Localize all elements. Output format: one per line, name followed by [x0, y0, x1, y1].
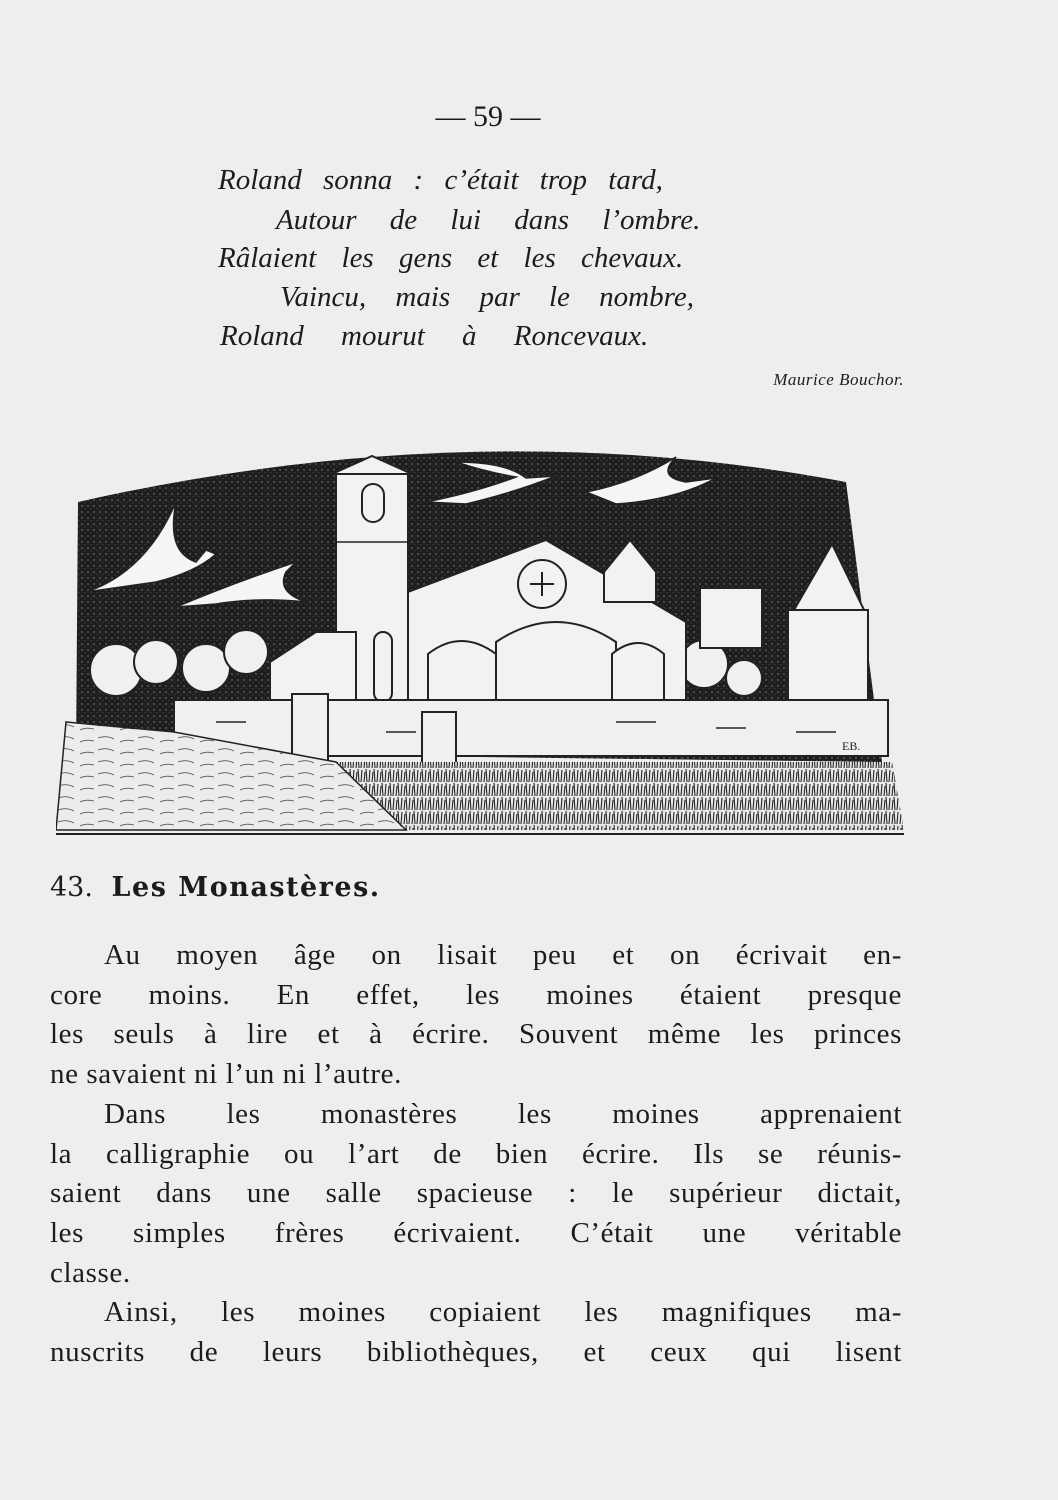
poem-line: Autour de lui dans l’ombre. [276, 204, 701, 236]
monastery-illustration [56, 432, 904, 842]
text-line: nuscrits de leurs bibliothèques, et ceux qui lisent [50, 1336, 902, 1369]
poem-line: Râlaient les gens et les chevaux. [218, 242, 684, 274]
text-line: classe. [50, 1256, 131, 1289]
section-title: Les Monastères. [111, 872, 381, 903]
artist-signature: EB. [842, 739, 861, 753]
text-line: saient dans une salle spacieuse : le supérieur dictait, [50, 1177, 902, 1210]
poem-line: Vaincu, mais par le nombre, [280, 281, 694, 313]
text-line: la calligraphie ou l’art de bien écrire. Ils se réunis- [50, 1137, 902, 1170]
text-line: les simples frères écrivaient. C’était une véritable [50, 1216, 902, 1249]
poem-line: Roland sonna : c’était trop tard, [218, 164, 663, 196]
text-line: ne savaient ni l’un ni l’autre. [50, 1058, 402, 1091]
grass-field [336, 762, 904, 830]
section-number: 43. [50, 872, 93, 903]
section-heading [50, 872, 381, 903]
text-line: Ainsi, les moines copiaient les magnifiques ma- [104, 1296, 902, 1329]
poem-line: Roland mourut à Roncevaux. [220, 320, 649, 352]
text-line: Au moyen âge on lisait peu et on écrivait en- [104, 939, 902, 971]
text-line: les seuls à lire et à écrire. Souvent même les princes [50, 1018, 902, 1051]
text-line: Dans les monastères les moines apprenaient [104, 1097, 902, 1130]
poem-author: Maurice Bouchor. [773, 370, 904, 389]
page-number: — 59 — [435, 100, 541, 133]
section-body [50, 936, 902, 1373]
text-line: core moins. En effet, les moines étaient presque [50, 978, 902, 1011]
